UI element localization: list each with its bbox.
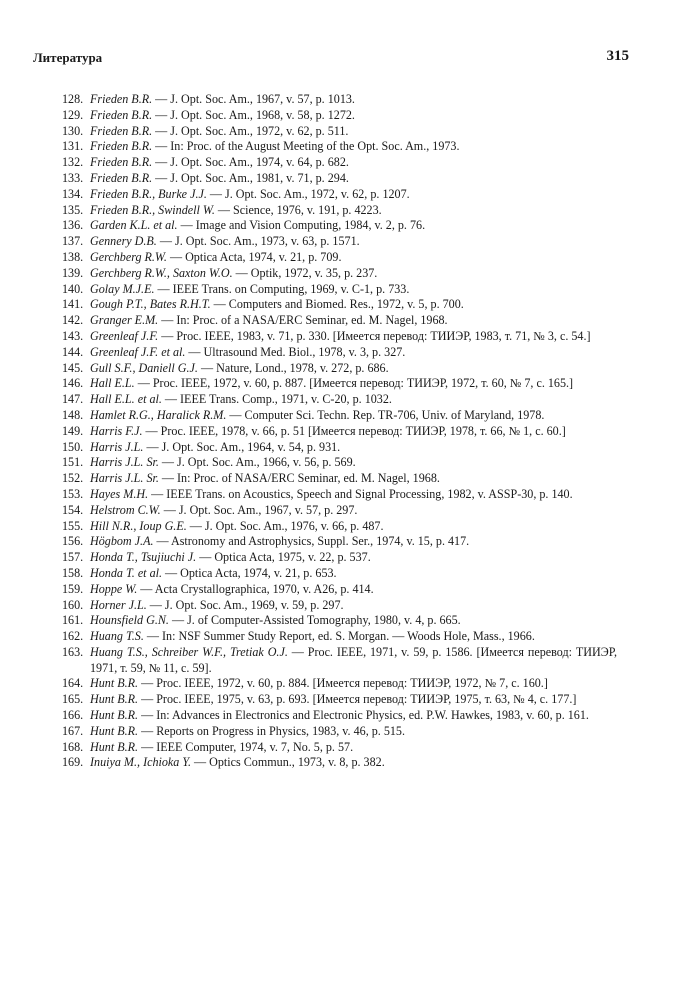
reference-authors: Horner J.L. xyxy=(90,597,147,612)
section-title: Литература xyxy=(33,50,103,65)
reference-details: — J. Opt. Soc. Am., 1967, v. 57, p. 1013. xyxy=(152,92,355,106)
reference-details: — Proc. IEEE, 1978, v. 66, p. 51 [Имеется перевод: ТИИЭР, 1978, т. 66, № 1, с. 60.] xyxy=(142,423,566,438)
reference-authors: Huang T.S. xyxy=(90,629,144,644)
reference-details: — J. Opt. Soc. Am., 1972, v. 62, p. 1207. xyxy=(206,186,410,201)
reference-authors: Frieden B.R. xyxy=(90,139,153,154)
reference-number: 136. xyxy=(62,218,84,233)
reference-authors: Harris J.L. xyxy=(90,439,144,454)
reference-number: 166. xyxy=(62,708,84,723)
reference-number: 129. xyxy=(62,107,84,122)
reference-number: 164. xyxy=(62,676,84,691)
reference-body xyxy=(90,297,617,313)
reference-authors: Hall E.L. xyxy=(90,376,135,391)
reference-body xyxy=(90,361,617,377)
reference-item xyxy=(62,740,617,756)
reference-body xyxy=(90,92,617,108)
reference-body xyxy=(90,124,617,140)
reference-item xyxy=(62,692,617,708)
reference-authors: Helstrom C.W. xyxy=(90,502,161,517)
reference-details: — Optica Acta, 1974, v. 21, p. 653. xyxy=(162,565,337,580)
reference-body xyxy=(90,171,617,187)
reference-authors: Gull S.F., Daniell G.J. xyxy=(90,360,198,375)
reference-number: 130. xyxy=(62,123,84,138)
reference-number: 132. xyxy=(62,155,84,170)
reference-body xyxy=(90,724,617,740)
reference-item xyxy=(62,376,617,392)
reference-body xyxy=(90,155,617,171)
reference-item xyxy=(62,171,617,187)
reference-body xyxy=(90,676,617,692)
reference-details: — J. Opt. Soc. Am., 1966, v. 56, p. 569. xyxy=(158,455,356,470)
reference-details: — In: NSF Summer Study Report, ed. S. Morgan. — Woods Hole, Mass., 1966. xyxy=(143,629,535,644)
reference-number: 135. xyxy=(62,202,84,217)
reference-item xyxy=(62,566,617,582)
reference-details: — In: Proc. of NASA/ERC Seminar, ed. M. Nagel, 1968. xyxy=(158,471,440,486)
reference-details: — J. Opt. Soc. Am., 1972, v. 62, p. 511. xyxy=(152,123,349,138)
reference-body xyxy=(90,392,617,408)
reference-authors: Huang T.S., Schreiber W.F., Tretiak O.J. xyxy=(90,644,288,659)
reference-number: 138. xyxy=(62,249,84,264)
reference-item xyxy=(62,203,617,219)
reference-body xyxy=(90,424,617,440)
reference-body xyxy=(90,250,617,266)
reference-body xyxy=(90,282,617,298)
reference-details: — J. Opt. Soc. Am., 1981, v. 71, p. 294. xyxy=(152,170,349,185)
reference-details: — Proc. IEEE, 1972, v. 60, p. 884. [Имеется перевод: ТИИЭР, 1972, № 7, с. 160.] xyxy=(138,676,548,691)
reference-item xyxy=(62,408,617,424)
reference-item xyxy=(62,487,617,503)
reference-authors: Frieden B.R. xyxy=(90,92,153,106)
reference-item xyxy=(62,676,617,692)
reference-body xyxy=(90,376,617,392)
reference-item xyxy=(62,345,617,361)
reference-item xyxy=(62,724,617,740)
reference-body xyxy=(90,582,617,598)
reference-item xyxy=(62,503,617,519)
reference-item xyxy=(62,471,617,487)
reference-body xyxy=(90,266,617,282)
reference-body xyxy=(90,313,617,329)
reference-authors: Hoppe W. xyxy=(90,581,138,596)
reference-details: — Acta Crystallographica, 1970, v. A26, p. 414. xyxy=(137,581,374,596)
reference-item xyxy=(62,250,617,266)
reference-authors: Hunt B.R. xyxy=(90,692,139,707)
reference-number: 149. xyxy=(62,423,84,438)
reference-item xyxy=(62,440,617,456)
reference-item xyxy=(62,582,617,598)
reference-details: — Nature, Lond., 1978, v. 272, p. 686. xyxy=(197,360,389,375)
reference-item xyxy=(62,139,617,155)
reference-item xyxy=(62,108,617,124)
reference-item xyxy=(62,392,617,408)
reference-body xyxy=(90,629,617,645)
reference-details: — IEEE Trans. on Acoustics, Speech and Signal Processing, 1982, v. ASSP-30, p. 140. xyxy=(148,486,573,501)
reference-details: — Computers and Biomed. Res., 1972, v. 5, p. 700. xyxy=(210,297,464,312)
reference-body xyxy=(90,440,617,456)
reference-body xyxy=(90,203,617,219)
reference-authors: Frieden B.R. xyxy=(90,123,153,138)
reference-number: 168. xyxy=(62,739,84,754)
reference-number: 144. xyxy=(62,344,84,359)
reference-number: 150. xyxy=(62,439,84,454)
reference-item xyxy=(62,550,617,566)
reference-body xyxy=(90,408,617,424)
reference-authors: Hunt B.R. xyxy=(90,723,139,738)
reference-body xyxy=(90,471,617,487)
reference-authors: Honda T., Tsujiuchi J. xyxy=(90,550,197,565)
reference-body xyxy=(90,139,617,155)
reference-item xyxy=(62,92,617,108)
reference-authors: Frieden B.R. xyxy=(90,107,153,122)
reference-details: — J. Opt. Soc. Am., 1964, v. 54, p. 931. xyxy=(143,439,341,454)
reference-number: 153. xyxy=(62,486,84,501)
reference-item xyxy=(62,234,617,250)
reference-details: — Proc. IEEE, 1983, v. 71, p. 330. [Имеется перевод: ТИИЭР, 1983, т. 71, № 3, с. 54.] xyxy=(158,328,591,343)
reference-authors: Harris F.J. xyxy=(90,423,143,438)
reference-number: 160. xyxy=(62,597,84,612)
reference-number: 157. xyxy=(62,550,84,565)
reference-body xyxy=(90,503,617,519)
reference-number: 131. xyxy=(62,139,84,154)
reference-item xyxy=(62,124,617,140)
reference-item xyxy=(62,313,617,329)
reference-number: 141. xyxy=(62,297,84,312)
reference-body xyxy=(90,755,617,771)
reference-authors: Hill N.R., Ioup G.E. xyxy=(90,518,187,533)
reference-number: 146. xyxy=(62,376,84,391)
reference-number: 142. xyxy=(62,313,84,328)
reference-number: 128. xyxy=(62,92,84,106)
reference-body xyxy=(90,218,617,234)
reference-body xyxy=(90,598,617,614)
reference-item xyxy=(62,598,617,614)
reference-item xyxy=(62,297,617,313)
reference-body xyxy=(90,534,617,550)
reference-body xyxy=(90,329,617,345)
reference-number: 163. xyxy=(62,644,84,659)
reference-authors: Inuiya M., Ichioka Y. xyxy=(90,755,191,770)
reference-number: 154. xyxy=(62,502,84,517)
reference-details: — J. Opt. Soc. Am., 1968, v. 58, p. 1272. xyxy=(152,107,355,122)
reference-authors: Frieden B.R. xyxy=(90,155,153,170)
page-number: 315 xyxy=(606,48,629,64)
reference-authors: Honda T. et al. xyxy=(90,565,163,580)
reference-authors: Golay M.J.E. xyxy=(90,281,155,296)
reference-authors: Frieden B.R., Swindell W. xyxy=(90,202,215,217)
reference-details: — J. Opt. Soc. Am., 1973, v. 63, p. 1571. xyxy=(156,234,360,249)
reference-authors: Greenleaf J.F. et al. xyxy=(90,344,186,359)
reference-body xyxy=(90,345,617,361)
reference-authors: Hunt B.R. xyxy=(90,739,139,754)
reference-authors: Högbom J.A. xyxy=(90,534,154,549)
reference-authors: Garden K.L. et al. xyxy=(90,218,178,233)
reference-number: 167. xyxy=(62,723,84,738)
reference-details: — In: Advances in Electronics and Electronic Physics, ed. P.W. Hawkes, 1983, v. 60, p. 161. xyxy=(138,708,589,723)
reference-authors: Hunt B.R. xyxy=(90,676,139,691)
reference-body xyxy=(90,708,617,724)
reference-body xyxy=(90,550,617,566)
reference-number: 159. xyxy=(62,581,84,596)
reference-body xyxy=(90,566,617,582)
reference-body xyxy=(90,487,617,503)
reference-details: — Optik, 1972, v. 35, p. 237. xyxy=(232,265,378,280)
reference-number: 169. xyxy=(62,755,84,770)
reference-authors: Hall E.L. et al. xyxy=(90,392,162,407)
reference-details: — In: Proc. of a NASA/ERC Seminar, ed. M. Nagel, 1968. xyxy=(158,313,448,328)
reference-details: — J. of Computer-Assisted Tomography, 1980, v. 4, p. 665. xyxy=(168,613,461,628)
reference-number: 134. xyxy=(62,186,84,201)
reference-number: 137. xyxy=(62,234,84,249)
reference-authors: Granger E.M. xyxy=(90,313,159,328)
reference-body xyxy=(90,108,617,124)
reference-details: — Astronomy and Astrophysics, Suppl. Ser., 1974, v. 15, p. 417. xyxy=(153,534,470,549)
reference-item xyxy=(62,645,617,677)
reference-item xyxy=(62,282,617,298)
reference-item xyxy=(62,218,617,234)
reference-body xyxy=(90,519,617,535)
reference-number: 162. xyxy=(62,629,84,644)
reference-body xyxy=(90,645,617,677)
reference-details: — J. Opt. Soc. Am., 1974, v. 64, p. 682. xyxy=(152,155,349,170)
reference-number: 151. xyxy=(62,455,84,470)
reference-details: — IEEE Computer, 1974, v. 7, No. 5, p. 57. xyxy=(138,739,354,754)
reference-details: — Proc. IEEE, 1971, v. 59, p. 1586. [Имеется перевод: ТИИЭР, 1971, т. 59, № 11, с. 59]. xyxy=(90,644,617,675)
reference-number: 158. xyxy=(62,565,84,580)
reference-item xyxy=(62,329,617,345)
reference-details: — Computer Sci. Techn. Rep. TR-706, Univ. of Maryland, 1978. xyxy=(226,407,545,422)
reference-details: — Proc. IEEE, 1972, v. 60, p. 887. [Имеется перевод: ТИИЭР, 1972, т. 60, № 7, с. 165.] xyxy=(134,376,574,391)
reference-authors: Hamlet R.G., Haralick R.M. xyxy=(90,407,227,422)
reference-authors: Gerchberg R.W., Saxton W.O. xyxy=(90,265,233,280)
reference-authors: Hunt B.R. xyxy=(90,708,139,723)
reference-authors: Gennery D.B. xyxy=(90,234,157,249)
reference-item xyxy=(62,424,617,440)
reference-item xyxy=(62,361,617,377)
reference-authors: Harris J.L. Sr. xyxy=(90,471,159,486)
reference-body xyxy=(90,187,617,203)
reference-number: 161. xyxy=(62,613,84,628)
reference-item xyxy=(62,155,617,171)
reference-body xyxy=(90,740,617,756)
reference-body xyxy=(90,692,617,708)
reference-details: — J. Opt. Soc. Am., 1976, v. 66, p. 487. xyxy=(186,518,384,533)
reference-details: — Reports on Progress in Physics, 1983, v. 46, p. 515. xyxy=(138,723,406,738)
reference-number: 148. xyxy=(62,407,84,422)
reference-number: 147. xyxy=(62,392,84,407)
reference-item xyxy=(62,455,617,471)
reference-details: — IEEE Trans. Comp., 1971, v. C-20, p. 1032. xyxy=(161,392,392,407)
reference-list xyxy=(62,92,617,771)
reference-item xyxy=(62,187,617,203)
reference-item xyxy=(62,708,617,724)
reference-number: 152. xyxy=(62,471,84,486)
reference-body xyxy=(90,234,617,250)
reference-body xyxy=(90,613,617,629)
reference-item xyxy=(62,613,617,629)
reference-details: — Ultrasound Med. Biol., 1978, v. 3, p. 327. xyxy=(185,344,406,359)
reference-number: 140. xyxy=(62,281,84,296)
reference-details: — Science, 1976, v. 191, p. 4223. xyxy=(214,202,382,217)
reference-number: 155. xyxy=(62,518,84,533)
reference-authors: Hounsfield G.N. xyxy=(90,613,169,628)
reference-number: 156. xyxy=(62,534,84,549)
reference-details: — J. Opt. Soc. Am., 1969, v. 59, p. 297. xyxy=(146,597,344,612)
running-header xyxy=(33,50,629,70)
reference-details: — Image and Vision Computing, 1984, v. 2, p. 76. xyxy=(177,218,426,233)
reference-details: — Optics Commun., 1973, v. 8, p. 382. xyxy=(191,755,385,770)
reference-item xyxy=(62,519,617,535)
reference-authors: Frieden B.R., Burke J.J. xyxy=(90,186,207,201)
reference-number: 145. xyxy=(62,360,84,375)
reference-item xyxy=(62,755,617,771)
reference-body xyxy=(90,455,617,471)
reference-item xyxy=(62,266,617,282)
reference-authors: Gerchberg R.W. xyxy=(90,249,167,264)
reference-authors: Harris J.L. Sr. xyxy=(90,455,159,470)
reference-details: — J. Opt. Soc. Am., 1967, v. 57, p. 297. xyxy=(160,502,358,517)
reference-authors: Greenleaf J.F. xyxy=(90,328,159,343)
reference-details: — In: Proc. of the August Meeting of the Opt. Soc. Am., 1973. xyxy=(152,139,460,154)
reference-number: 165. xyxy=(62,692,84,707)
reference-authors: Gough P.T., Bates R.H.T. xyxy=(90,297,211,312)
reference-details: — Proc. IEEE, 1975, v. 63, p. 693. [Имеется перевод: ТИИЭР, 1975, т. 63, № 4, с. 177.] xyxy=(138,692,577,707)
reference-details: — IEEE Trans. on Computing, 1969, v. C-1, p. 733. xyxy=(154,281,410,296)
reference-item xyxy=(62,629,617,645)
reference-item xyxy=(62,534,617,550)
reference-authors: Hayes M.H. xyxy=(90,486,149,501)
reference-number: 133. xyxy=(62,170,84,185)
reference-number: 143. xyxy=(62,328,84,343)
reference-authors: Frieden B.R. xyxy=(90,170,153,185)
reference-details: — Optica Acta, 1974, v. 21, p. 709. xyxy=(166,249,342,264)
reference-details: — Optica Acta, 1975, v. 22, p. 537. xyxy=(196,550,371,565)
reference-number: 139. xyxy=(62,265,84,280)
